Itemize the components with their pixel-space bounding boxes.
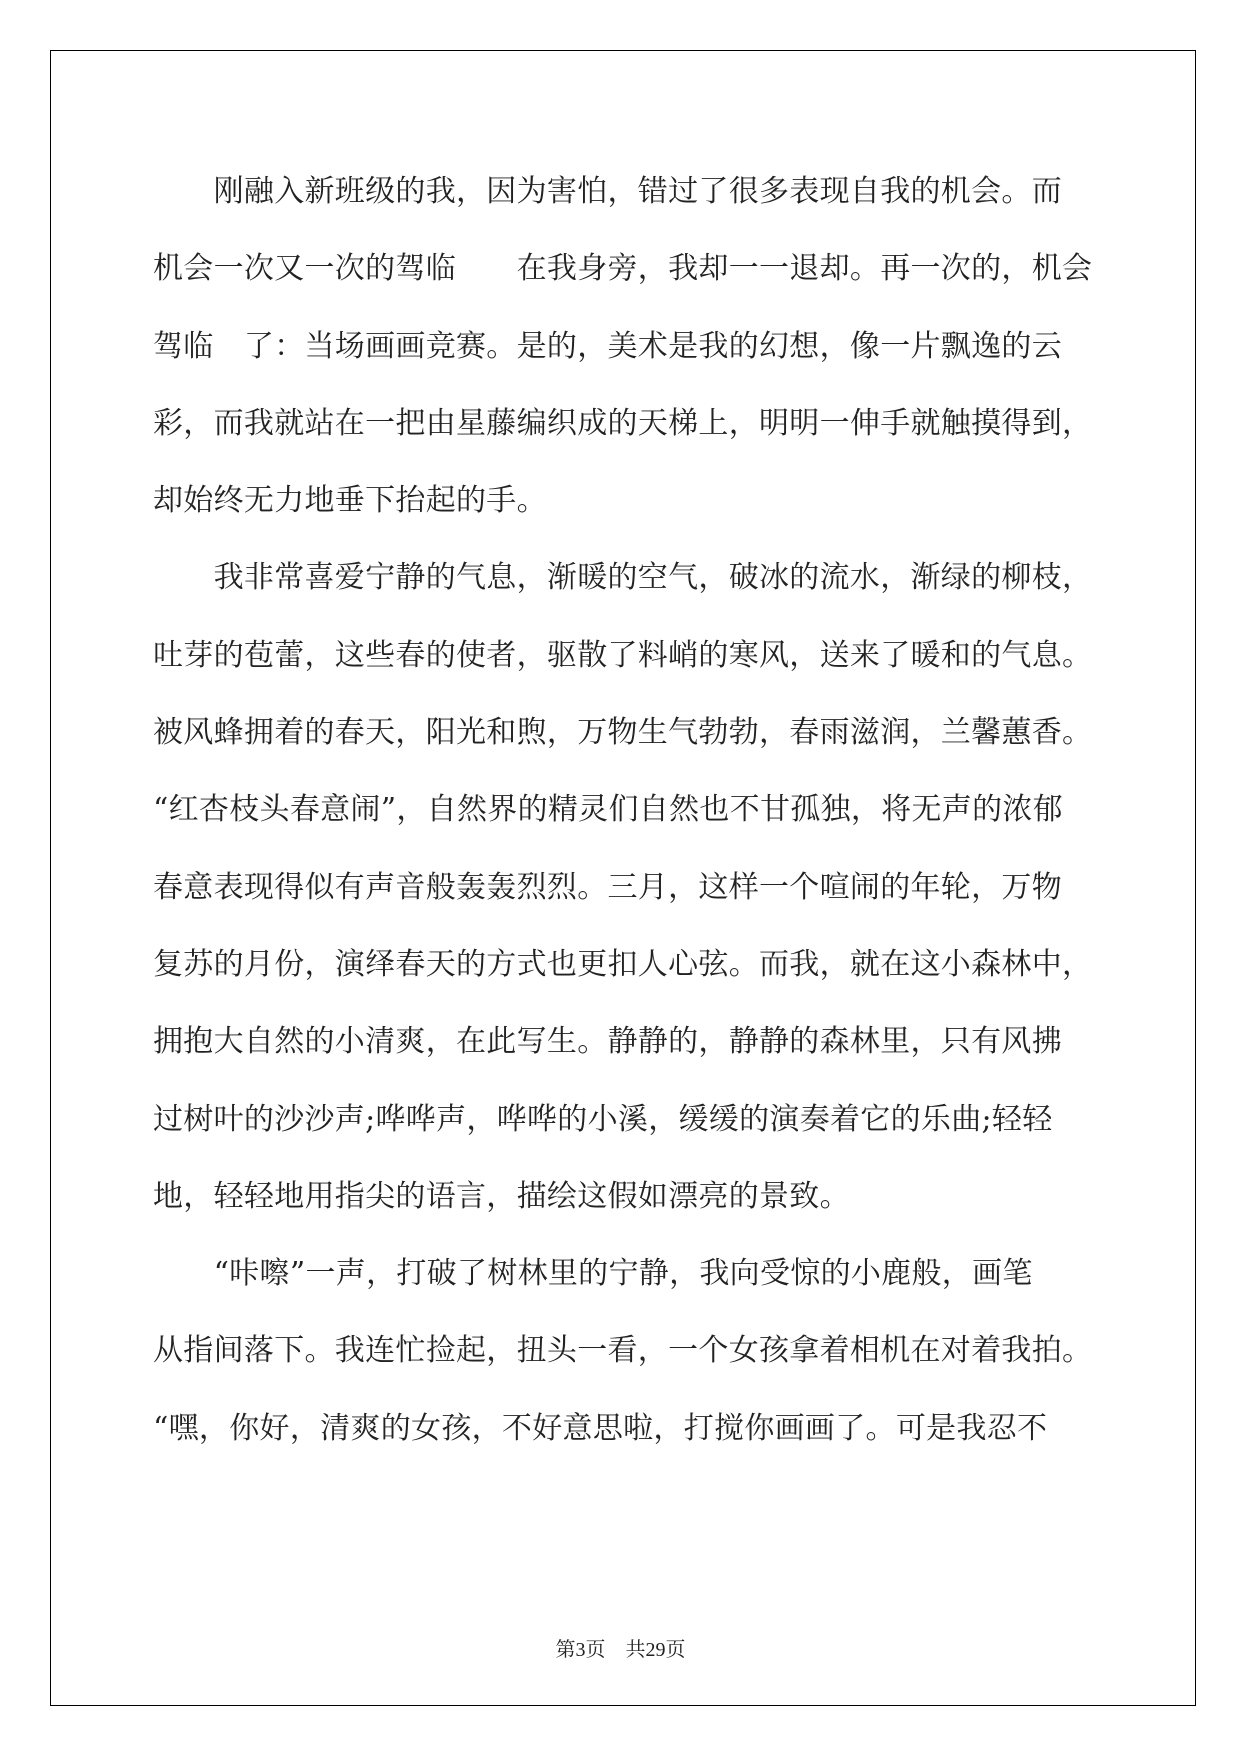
- text-line-17: “嘿，你好，清爽的女孩，不好意思啦，打搅你画画了。可是我忍不: [153, 1410, 1048, 1446]
- text-line-6: 我非常喜爱宁静的气息，渐暖的空气，破冰的流水，渐绿的柳枝，: [153, 560, 1093, 596]
- text-line-15: “咔嚓”一声，打破了树林里的宁静，我向受惊的小鹿般，画笔: [153, 1256, 1033, 1292]
- text-line-1: 刚融入新班级的我，因为害怕，错过了很多表现自我的机会。而: [153, 174, 1062, 209]
- text-line-8: 被风蜂拥着的春天，阳光和煦，万物生气勃勃，春雨滋润，兰馨蕙香。: [153, 715, 1093, 751]
- text-line-11: 复苏的月份，演绎春天的方式也更扣人心弦。而我，就在这小森林中，: [153, 946, 1093, 982]
- text-line-4: 彩，而我就站在一把由星藤编织成的天梯上，明明一伸手就触摸得到，: [153, 405, 1093, 441]
- text-line-16: 从指间落下。我连忙捡起，扭头一看，一个女孩拿着相机在对着我拍。: [153, 1333, 1093, 1369]
- text-line-10: 春意表现得似有声音般轰轰烈烈。三月，这样一个喧闹的年轮，万物: [153, 869, 1062, 905]
- text-line-3: 驾临 了：当场画画竞赛。是的，美术是我的幻想，像一片飘逸的云: [153, 328, 1062, 364]
- document-body: [153, 163, 1093, 1477]
- text-line-13: 过树叶的沙沙声;哗哗声，哗哗的小溪，缓缓的演奏着它的乐曲;轻轻: [153, 1101, 1053, 1137]
- text-line-9: “红杏枝头春意闹”，自然界的精灵们自然也不甘孤独，将无声的浓郁: [153, 792, 1063, 828]
- text-line-12: 拥抱大自然的小清爽，在此写生。静静的，静静的森林里，只有风拂: [153, 1024, 1062, 1060]
- text-line-2: 机会一次又一次的驾临 在我身旁，我却一一退却。再一次的，机会: [153, 251, 1093, 287]
- page-number-footer: 第3页 共29页: [555, 1639, 686, 1661]
- text-line-7: 吐芽的苞蕾，这些春的使者，驱散了料峭的寒风，送来了暖和的气息。: [153, 637, 1093, 673]
- text-line-5: 却始终无力地垂下抬起的手。: [153, 483, 547, 519]
- text-line-14: 地，轻轻地用指尖的语言，描绘这假如漂亮的景致。: [153, 1178, 850, 1214]
